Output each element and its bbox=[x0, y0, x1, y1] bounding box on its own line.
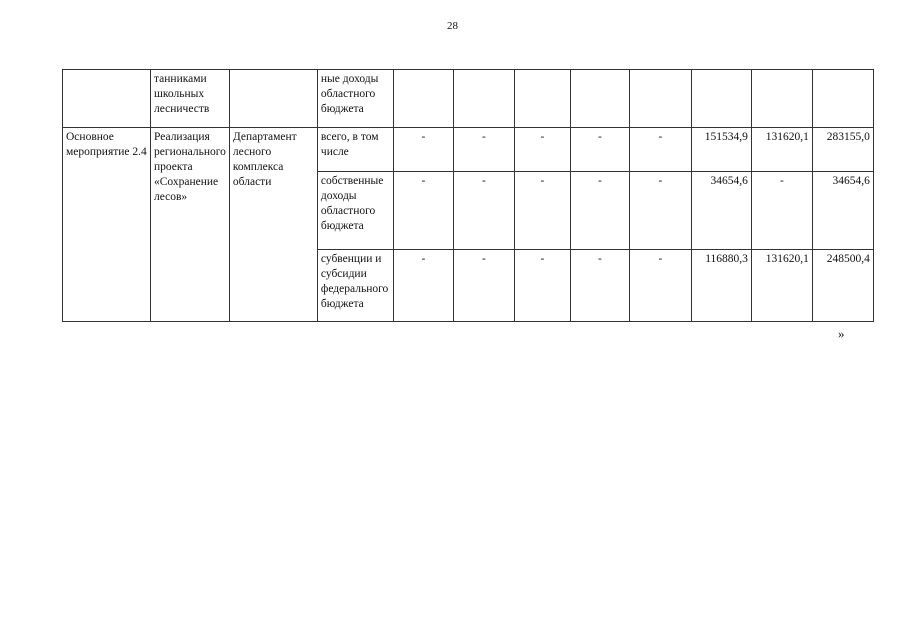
value-cell: 151534,9 bbox=[691, 128, 751, 172]
value-cell: - bbox=[570, 172, 629, 250]
value-cell: 34654,6 bbox=[812, 172, 873, 250]
cell-continuation-col4: ные доходы областного бюджета bbox=[317, 70, 393, 128]
cell-continuation-col3 bbox=[229, 70, 317, 128]
funding-source: субвенции и субсидии федерального бюджета bbox=[317, 250, 393, 322]
cell-continuation-col2: танниками школьных лесничеств bbox=[151, 70, 230, 128]
value-cell: 34654,6 bbox=[691, 172, 751, 250]
cell-empty bbox=[63, 70, 151, 128]
value-cell: - bbox=[453, 172, 514, 250]
value-cell: - bbox=[570, 128, 629, 172]
value-cell: - bbox=[393, 128, 453, 172]
value-cell: - bbox=[514, 172, 570, 250]
value-cell: - bbox=[629, 250, 691, 322]
value-cell: - bbox=[751, 172, 812, 250]
value-cell: - bbox=[570, 250, 629, 322]
value-cell: - bbox=[393, 172, 453, 250]
value-cell: - bbox=[453, 128, 514, 172]
value-cell: - bbox=[629, 172, 691, 250]
value-cell: - bbox=[629, 128, 691, 172]
value-cell: 283155,0 bbox=[812, 128, 873, 172]
value-cell: 131620,1 bbox=[751, 250, 812, 322]
page-number: 28 bbox=[447, 20, 458, 32]
continuation-row bbox=[63, 70, 874, 128]
value-cell: - bbox=[393, 250, 453, 322]
activity-name: Основное мероприятие 2.4 bbox=[63, 128, 151, 322]
activity-executor: Департамент лесного комплекса области bbox=[229, 128, 317, 322]
value-cell: 248500,4 bbox=[812, 250, 873, 322]
activity-title: Реализация регионального проекта «Сохранение лесов» bbox=[151, 128, 230, 322]
value-cell: 116880,3 bbox=[691, 250, 751, 322]
value-cell: - bbox=[453, 250, 514, 322]
funding-source: всего, в том числе bbox=[317, 128, 393, 172]
table-row bbox=[63, 128, 874, 172]
value-cell: 131620,1 bbox=[751, 128, 812, 172]
value-cell: - bbox=[514, 250, 570, 322]
budget-table bbox=[62, 69, 874, 322]
closing-quote: » bbox=[838, 326, 845, 341]
value-cell: - bbox=[514, 128, 570, 172]
funding-source: собственные доходы областного бюджета bbox=[317, 172, 393, 250]
